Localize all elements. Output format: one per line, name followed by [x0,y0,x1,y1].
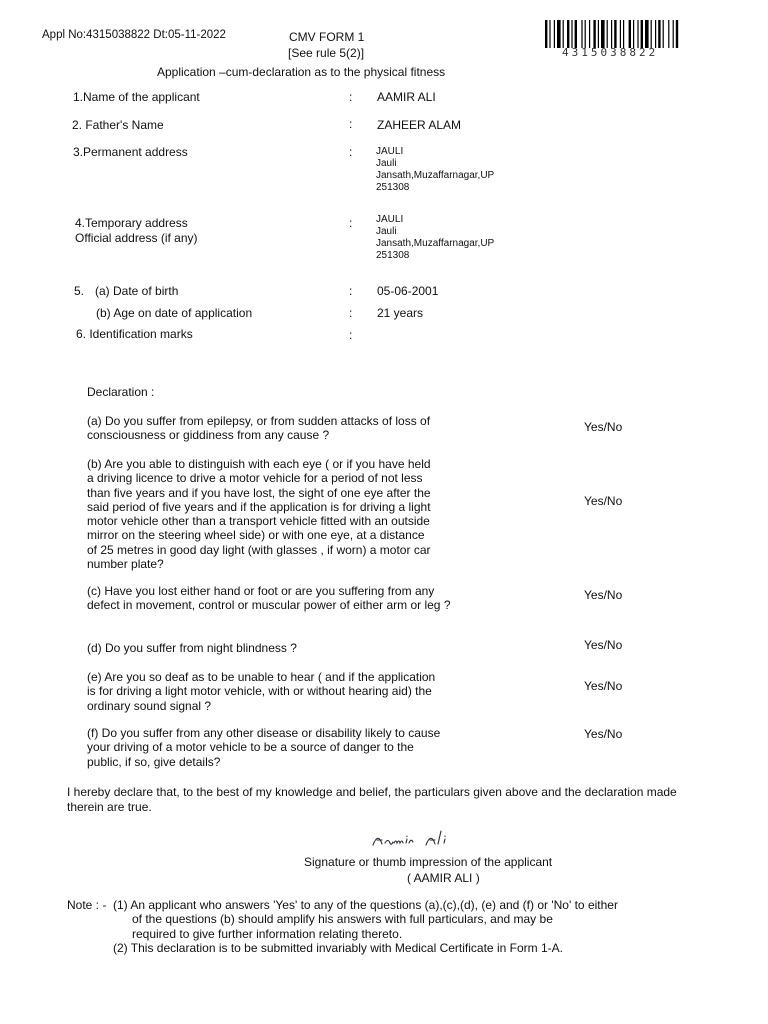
question-c: (c) Have you lost either hand or foot or are you suffering from any defect in movement, control or muscular power of either arm or leg ? [87,584,451,613]
answer-b: Yes/No [584,494,623,508]
declaration-heading: Declaration : [87,385,155,399]
dob-colon: : [349,284,353,298]
permanent-address-label: 3.Permanent address [73,145,188,159]
name-label: 1.Name of the applicant [73,90,200,104]
answer-d: Yes/No [584,638,623,652]
identification-marks-colon: : [349,328,353,342]
barcode-number: 4315038822 [562,46,659,59]
note-1-line-2: of the questions (b) should amplify his answers with full particulars, and may be [132,912,553,926]
name-value: AAMIR ALI [377,90,436,104]
identification-marks-label: 6. Identification marks [76,327,193,341]
question-f: (f) Do you suffer from any other disease or disability likely to cause your driving of a motor vehicle to be a source of danger to the public, if so, give details? [87,726,441,769]
note-1-line-1: (1) An applicant who answers 'Yes' to any of the questions (a),(c),(d), (e) and (f) or 'No' to either [113,898,618,912]
question-a: (a) Do you suffer from epilepsy, or from sudden attacks of loss of consciousness or giddiness from any cause ? [87,414,431,443]
temporary-address-label: 4.Temporary address [75,216,188,230]
dob-label: (a) Date of birth [95,284,179,298]
answer-e: Yes/No [584,679,623,693]
name-colon: : [349,90,353,104]
signature-name: ( AAMIR ALI ) [407,871,480,885]
declaration-statement: I hereby declare that, to the best of my knowledge and belief, the particulars given above and the declaration made therein are true. [67,785,677,814]
note-2: (2) This declaration is to be submitted invariably with Medical Certificate in Form 1-A. [113,941,563,955]
dob-number: 5. [74,284,85,298]
note-1-line-3: required to give further information relating thereto. [132,927,403,941]
father-name-label: 2. Father's Name [72,118,164,132]
note-prefix: Note : - [67,898,107,912]
age-colon: : [349,306,353,320]
permanent-address-colon: : [349,145,353,159]
barcode-icon [545,20,712,48]
question-d: (d) Do you suffer from night blindness ? [87,641,297,655]
form-title: Application –cum-declaration as to the physical fitness [157,65,446,79]
form-name: CMV FORM 1 [289,30,365,44]
answer-a: Yes/No [584,420,623,434]
permanent-address-value: JAULI Jauli Jansath,Muzaffarnagar,UP 251308 [376,146,495,193]
form-rule: [See rule 5(2)] [288,46,365,60]
answer-f: Yes/No [584,727,623,741]
age-label: (b) Age on date of application [96,306,253,320]
question-e: (e) Are you so deaf as to be unable to hear ( and if the application is for driving a light motor vehicle, with or without hearing aid) the ordinary sound signal ? [87,670,436,713]
temporary-address-colon: : [349,216,353,230]
age-value: 21 years [377,306,424,320]
dob-value: 05-06-2001 [377,284,439,298]
application-number: Appl No:4315038822 Dt:05-11-2022 [42,29,226,41]
signature-caption: Signature or thumb impression of the applicant [304,855,553,869]
signature-image [370,826,466,850]
temporary-address-value: JAULI Jauli Jansath,Muzaffarnagar,UP 251308 [376,214,495,261]
question-b: (b) Are you able to distinguish with each eye ( or if you have held a driving licence to drive a motor vehicle for a period of not less than five years and if you have lost, the sight of one eye after the said period of five years and if the application is for driving a light motor vehicle other than a transport vehicle fitted with an outside mirror on the steering wheel side) or with one eye, at a distance of 25 metres in good day light (with glasses , if worn) a motor car number plate? [87,457,431,572]
official-address-label: Official address (if any) [75,231,198,245]
answer-c: Yes/No [584,588,623,602]
father-name-value: ZAHEER ALAM [377,118,462,132]
father-name-colon: : [349,117,353,131]
